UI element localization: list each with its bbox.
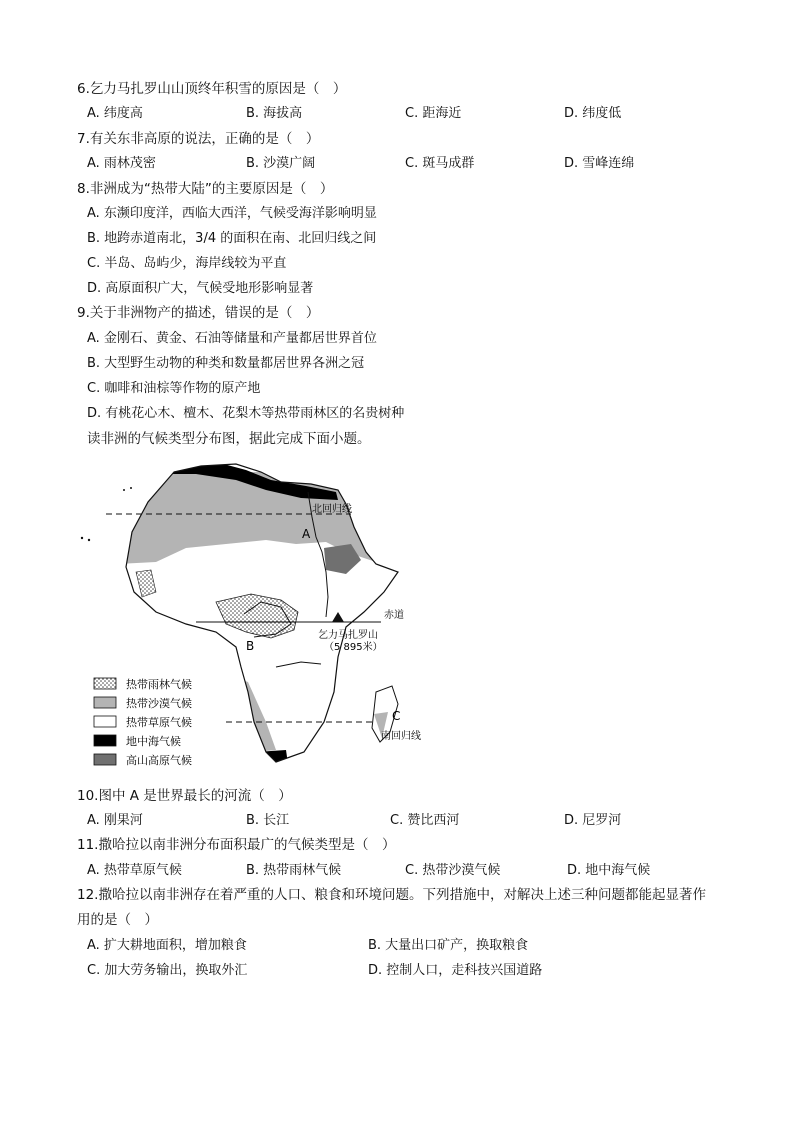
label-equator: 赤道 — [384, 610, 404, 621]
q12-option-d[interactable]: D. 控制人口，走科技兴国道路 — [368, 963, 543, 978]
q12-option-a[interactable]: A. 扩大耕地面积，增加粮食 — [87, 938, 247, 953]
q8-option-d[interactable]: D. 高原面积广大，气候受地形影响显著 — [87, 281, 314, 296]
legend-label-savanna: 热带草原气候 — [126, 716, 192, 729]
question-7-stem: 7.有关东非高原的说法，正确的是（ ） — [77, 131, 320, 147]
q9-option-a[interactable]: A. 金刚石、黄金、石油等储量和产量都居世界首位 — [87, 331, 377, 346]
question-8-stem: 8.非洲成为“热带大陆”的主要原因是（ ） — [77, 181, 334, 197]
label-tropic-south: 南回归线 — [381, 731, 421, 742]
label-mountain-name: 乞力马扎罗山 — [318, 630, 378, 641]
q7-option-c[interactable]: C. 斑马成群 — [405, 156, 475, 171]
question-11-stem: 11.撒哈拉以南非洲分布面积最广的气候类型是（ ） — [77, 837, 396, 853]
mediterranean-south-region — [256, 750, 288, 764]
q9-option-c[interactable]: C. 咖啡和油棕等作物的原产地 — [87, 381, 261, 396]
q11-option-a[interactable]: A. 热带草原气候 — [87, 863, 182, 878]
map-legend — [94, 677, 192, 767]
q10-option-b[interactable]: B. 长江 — [246, 813, 290, 828]
legend-label-desert: 热带沙漠气候 — [126, 697, 192, 710]
label-tropic-north: 北回归线 — [312, 504, 352, 515]
q7-option-b[interactable]: B. 沙漠广阔 — [246, 156, 316, 171]
label-A: A — [302, 527, 311, 541]
question-10-stem: 10.图中 A 是世界最长的河流（ ） — [77, 788, 292, 804]
q8-option-c[interactable]: C. 半岛、岛屿少，海岸线较为平直 — [87, 256, 287, 271]
label-B: B — [246, 639, 255, 653]
legend-label-highland: 高山高原气候 — [126, 754, 192, 767]
q6-option-b[interactable]: B. 海拔高 — [246, 106, 303, 121]
q10-option-c[interactable]: C. 赞比西河 — [390, 813, 460, 828]
legend-label-mediterranean: 地中海气候 — [126, 735, 181, 748]
q11-option-d[interactable]: D. 地中海气候 — [567, 863, 651, 878]
q11-option-c[interactable]: C. 热带沙漠气候 — [405, 863, 501, 878]
question-12-stem-line1: 12.撒哈拉以南非洲存在着严重的人口、粮食和环境问题。下列措施中，对解决上述三种问题都能起显著作 — [77, 887, 706, 903]
q8-option-b[interactable]: B. 地跨赤道南北，3/4 的面积在南、北回归线之间 — [87, 231, 377, 246]
map-intro: 读非洲的气候类型分布图，据此完成下面小题。 — [87, 431, 371, 447]
q11-option-b[interactable]: B. 热带雨林气候 — [246, 863, 342, 878]
label-C: C — [392, 709, 401, 723]
question-6-stem: 6.乞力马扎罗山山顶终年积雪的原因是（ ） — [77, 81, 347, 97]
q6-option-c[interactable]: C. 距海近 — [405, 106, 462, 121]
q9-option-b[interactable]: B. 大型野生动物的种类和数量都居世界各洲之冠 — [87, 356, 365, 371]
q12-option-c[interactable]: C. 加大劳务输出，换取外汇 — [87, 963, 248, 978]
q10-option-a[interactable]: A. 刚果河 — [87, 813, 143, 828]
q12-option-b[interactable]: B. 大量出口矿产，换取粮食 — [368, 938, 529, 953]
legend-label-rainforest: 热带雨林气候 — [126, 678, 192, 691]
q6-option-a[interactable]: A. 纬度高 — [87, 106, 143, 121]
africa-climate-map — [76, 452, 436, 778]
q7-option-d[interactable]: D. 雪峰连绵 — [564, 156, 635, 171]
q10-option-d[interactable]: D. 尼罗河 — [564, 813, 622, 828]
q8-option-a[interactable]: A. 东濒印度洋，西临大西洋，气候受海洋影响明显 — [87, 206, 377, 221]
q7-option-a[interactable]: A. 雨林茂密 — [87, 156, 156, 171]
q6-option-d[interactable]: D. 纬度低 — [564, 106, 622, 121]
question-9-stem: 9.关于非洲物产的描述，错误的是（ ） — [77, 305, 320, 321]
question-12-stem-line2: 用的是（ ） — [77, 912, 158, 928]
label-mountain-height: （5 895米） — [324, 642, 383, 653]
q9-option-d[interactable]: D. 有桃花心木、檀木、花梨木等热带雨林区的名贵树种 — [87, 406, 405, 421]
